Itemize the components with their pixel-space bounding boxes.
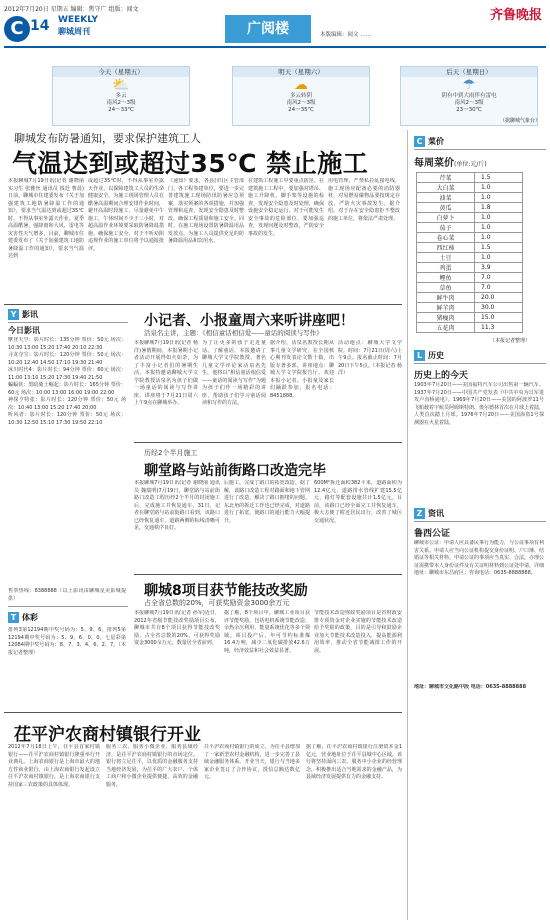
forum-col-4: 活动地点：聊城大学文学院。时间：7月21日(周六)上午9点。报名截止时间：7月20日下午5点。（本报记者 杨洋） xyxy=(338,340,402,376)
sidebar-rule xyxy=(407,130,408,920)
weather-day: 明天（星期六） xyxy=(233,67,369,77)
price-item-value: 15.0 xyxy=(475,313,523,323)
price-item-value: 1.0 xyxy=(475,183,523,193)
weather-wind: 南风2～3级 xyxy=(454,100,484,106)
price-item-name: 鲤鱼 xyxy=(417,273,475,283)
weather-today xyxy=(52,66,190,126)
price-item-name: 大白菜 xyxy=(417,183,475,193)
weather-day: 后天（星期日） xyxy=(401,67,537,77)
bank-col-4: 据了解，茌平沪农商村镇银行注册资本金1亿元，营业地址位于茌平县城中心区域。该行将坚持面向三农、服务中小企业的经营理念，积极推出适合当地需求的金融产品，为县域经济发展提供有力的金融支持。 xyxy=(306,744,402,780)
invest-col-3: 节能技术改造财政奖励项目是省财政安排专项资金对企业实施的节能技术改造给予奖励的政策，目的是引导和鼓励企业加大节能技术改造投入，提高能源利用效率，推动全省节能减排工作的开展。 xyxy=(314,610,402,654)
invest-col-2: 据了解，8个项目中，聊城工业项目获评节能奖励，包括电机系统节能改造、余热余压利用、能量系统优化等多个领域。项目投产后，年可节约标准煤16.4万吨，减少二氧化碳排放42.6万吨，经济效益和社会效益显著。 xyxy=(224,610,310,654)
price-item-value: 1.5 xyxy=(475,243,523,253)
weather-cond: 多云 xyxy=(115,93,127,99)
section-letter: C xyxy=(4,16,30,42)
street-col-3: 600M²拆迁面积382平米，道路面积为12.4亿元，道路排水管线扩建15.5亿元，路灯等配套设施共计1.5亿元。目前，该路口已经全面完工并恢复通车，极大方便了附近居民出行，改善了城区交通状况。 xyxy=(314,480,402,524)
lead-col-2: 或超过35℃时，不得从事室外露天作业，以保障建筑工人员的生命健康安全。为施工现场管理人员在酷暑高温期间合理安排作业时间，避开高温时段施工，尽量避免中午施工，午休时间不少于三小时，对超高温作业环境要采取防暑降温措施，确保施工安全，对于不听劝阻违规作业的施工单位将予以通报批评。 xyxy=(88,178,164,252)
price-item-value: 1.0 xyxy=(475,233,523,243)
forum-col-1: 本报聊城7月19日讯(记者 杨洋)暑假期间，本报暑期小记者活动开展得如火如荼，为了丰富小记者们的暑期生活，本报特邀请聊城大学文学院教授活泉名为孩子们做一场童话的阅读与写作讲座，讲座将于7月21日周六上午9点在聊城举办。 xyxy=(134,340,198,406)
sun-cloud-icon: ⛅ xyxy=(112,77,130,93)
bank-col-2: 服务三农、服务小微企业、服务县域经济，是茌平沪农商村镇银行的市场定位。银行将立足茌平，以优质的金融服务支持当地经济发展，为茌平的广大农户、个体工商户和小微企业提供便捷、高效的金融服务。 xyxy=(106,744,198,788)
brand-logo: 齐鲁晚报 xyxy=(489,8,542,23)
price-row xyxy=(417,223,523,233)
bank-col-1: 2012年7月18日上午，茌平县首家村镇银行——茌平沪农商村镇银行隆重举行开业典礼。上海农商银行是上海市最大的地方性商业银行，由上海农商银行发起设立茌平沪农商村镇银行，是上海农商银行支持国家三农政策的具体体现。 xyxy=(8,744,100,788)
films-note: 售票热线：8388888（以上影讯由聊城星美影城提供） xyxy=(8,588,126,602)
weather-temp: 23～30℃ xyxy=(456,107,482,113)
films-subtitle: 今日影讯 xyxy=(8,326,40,335)
price-item-name: 猪瘦肉 xyxy=(417,313,475,323)
prices-letter: C xyxy=(414,136,425,147)
price-item-value: 1.5 xyxy=(475,173,523,183)
history-body: 1903年7月20日——美国福特汽车公司出售第一辆汽车。1937年7月20日——中国共产党发表《中共中央为日军进攻卢沟桥通电》。1969年7月20日——美国的阿波罗11号飞船载着宇航员阿姆斯特朗、奥尔德林首次在月球上着陆，人类首次踏上月球。1976年7月20日——美国海盗1号探测器在火星着陆。 xyxy=(414,382,544,426)
page-number: 14 xyxy=(30,18,50,34)
lead-col-4: 在建筑工程施工中要重点防范。在建筑施工工程中，要加强对塔吊、施工升降机、脚手架等设施的检查，发现安全隐患及时处理，确保设施安全稳定运行。对于可能发生安全事故的危险部位，要加强巡查，发现问题及时整改，严防安全事故的发生。 xyxy=(248,178,324,237)
weather-cond: 阴有中到大雨伴有雷电 xyxy=(441,93,497,99)
divider xyxy=(134,442,402,443)
notice-title: 资讯 xyxy=(428,509,444,518)
prices-subtitle xyxy=(414,154,487,169)
cloud-icon: ☁ xyxy=(294,77,308,93)
price-item-name: 土豆 xyxy=(417,253,475,263)
price-table xyxy=(416,172,523,333)
prices-source: （本报记者整理） xyxy=(490,338,531,344)
price-item-value: 1.0 xyxy=(475,223,523,233)
price-item-name: 鸡蛋 xyxy=(417,263,475,273)
lead-col-3: 《通知》要求，各县(市)区主管部门、各工程参建单位，要进一步完善建筑施工现场防汛防暑应急预案，落实预案的各项措施，并加强管理和巡查，发现安全隐患及时整改，确保工程质量和施工安全。同时，在施工现场设置防暑降温用品发放点，为施工人员提供充足的防暑降温用品和饮用水。 xyxy=(168,178,244,244)
price-row xyxy=(417,323,523,333)
price-item-name: 茄子 xyxy=(417,223,475,233)
lead-subtitle: 聊城发布防暑通知，要求保护建筑工人 xyxy=(14,132,201,145)
divider xyxy=(4,304,402,305)
invest-col-1: 本报聊城7月19日讯(记者 孙军)近日，2012年省级节能技改奖励项目公布，聊城市共有8个项目获得节能技改奖励，占全省总数的20%，可获得奖励资金3000余万元，数量居全省前列。 xyxy=(134,610,220,646)
weather-cond: 多云转阴 xyxy=(289,93,312,99)
price-item-name: 五花肉 xyxy=(417,323,475,333)
price-row xyxy=(417,243,523,253)
weather-temp: 24～33℃ xyxy=(108,107,134,113)
prices-subtitle-text: 每周菜价 xyxy=(414,158,454,169)
lead-title: 气温达到或超过35℃ 禁止施工 xyxy=(12,149,369,178)
history-letter: L xyxy=(414,350,425,361)
street-title: 聊堂路与站前街路口改造完毕 xyxy=(144,463,326,479)
price-row xyxy=(417,313,523,323)
divider xyxy=(134,574,402,575)
price-row xyxy=(417,203,523,213)
weekly-cn: 聊城周刊 xyxy=(58,27,90,36)
notice-subtitle: 鲁西公证 xyxy=(414,529,451,539)
street-subtitle: 历经2个半月施工 xyxy=(144,449,198,457)
price-item-value: 11.3 xyxy=(475,323,523,333)
divider xyxy=(414,521,546,522)
divider xyxy=(4,712,402,713)
invest-title: 聊城8项目获节能技改奖励 xyxy=(144,583,308,599)
forum-subtitle: 活泉名主讲，主题：《相信童话相信爱——童话的阅读与写作》 xyxy=(144,329,323,337)
weather-wind: 南风2～3级 xyxy=(286,100,316,106)
notice-address: 地址：聊城市文化路中段 电话：0635-8888888 xyxy=(414,684,527,690)
films-letter: Y xyxy=(8,309,19,320)
weather-wind: 南风2～3级 xyxy=(106,100,136,106)
bank-col-3: 茌平沪农商村镇银行的成立，为茌平县增加了一家新型农村金融机构，进一步完善了县域金融服务体系。开业当天，银行与当地多家企业签订了合作协议，授信总额达数亿元。 xyxy=(204,744,300,780)
price-item-name: 芹菜 xyxy=(417,173,475,183)
price-item-name: 西红柿 xyxy=(417,243,475,253)
price-item-name: 草鱼 xyxy=(417,283,475,293)
price-item-name: 黄瓜 xyxy=(417,203,475,213)
lottery-body: 排列3第12194期中奖号码为：5、9、6。排列5第12194期中奖号码为：5、9、6、0、0。七星彩第12084期中奖号码为：8、7、3、4、6、2、7。（本报记者整理） xyxy=(8,627,126,656)
price-row xyxy=(417,303,523,313)
price-row xyxy=(417,293,523,303)
price-item-name: 鲜羊肉 xyxy=(417,303,475,313)
divider xyxy=(414,363,546,364)
divider xyxy=(8,322,128,323)
rain-icon: ☂ xyxy=(462,77,476,93)
weekly-en: WEEKLY xyxy=(58,15,99,25)
lead-col-5: 用电管理，严禁私拉乱接电线，施工现场应配备必要的消防器材，对易燃易爆物品要按规定存放，严防火灾事故发生。据介绍，对于存在安全隐患拒不整改的施工单位，将依法严肃处理。 xyxy=(328,178,400,222)
street-col-1: 本报聊城7月19日讯(记者 谢晓丽 通讯员 魏瑞明)7月19日，聊堂路与站前街路口改造工程历经2个半月的封闭施工后，完成施工并恢复通车。31日，记者在聊堂路与站前街路口看到，该路口已经恢复通车，道路两侧的标线清晰可见，交通秩序良好。 xyxy=(134,480,220,531)
header-rule xyxy=(4,46,546,48)
issue-meta: 2012年7月20日 星期五 编辑：焦守广 组版：闻文 xyxy=(4,6,139,13)
price-item-value: 7.0 xyxy=(475,273,523,283)
weather-source: （据聊城气象台） xyxy=(500,118,541,124)
price-item-value: 30.0 xyxy=(475,303,523,313)
lottery-title: 体彩 xyxy=(22,613,38,622)
lottery-letter: T xyxy=(8,612,19,623)
price-row xyxy=(417,253,523,263)
weather-tomorrow xyxy=(232,66,370,126)
weather-day: 今天（星期五） xyxy=(53,67,189,77)
lead-col-1: 本报聊城7月19日讯(记者 谢晓丽 实习生 张雅丝 通讯员 钱廷 曹晨)日前，聊城市住建委发布《关于加强建筑工地防暑降温工作的通知》，要求当气温达到或超过35℃时，不得从事室外露天作业。夏季高温酷暑，强降雨和大风、雷电等灾害性天气增多，目前，聊城市住建委发布了《关于加强建筑工地防暑降温工作的通知》，要求当气温达到 xyxy=(8,178,84,259)
weather-after xyxy=(400,66,541,126)
price-row xyxy=(417,173,523,183)
price-row xyxy=(417,233,523,243)
price-row xyxy=(417,193,523,203)
price-item-value: 1.8 xyxy=(475,203,523,213)
forum-col-3: 据介绍，活泉名教授长期从事儿童文学研究，在全国核心期刊发表论文数十篇，出版专著多部。讲座地点：聊城大学文学院报告厅。欢迎本报小记者、小报童及家长们踊跃参加，报名电话：8451888。 xyxy=(270,340,334,399)
price-item-name: 白萝卜 xyxy=(417,213,475,223)
price-row xyxy=(417,273,523,283)
editor-line: 本版编辑：闻文 …… xyxy=(320,32,372,38)
price-item-value: 1.0 xyxy=(475,253,523,263)
section-title: 广阅楼 xyxy=(225,15,311,43)
films-list: 摩登天空：影片时长：135分钟 票价：50元 场次：10:30 13:00 15:20 17:40 20:10 22:30 寻龙夺宝：影片时长：120分钟 票价：50元 场次：10:20 12:40 14:50 17:10 19:30 21:40 冰川时代4：影片时长：94分钟 票价：60元 场次：11:00 13:10 15:20 17:30 19:40 21:50 蝙蝠侠：黑暗骑士崛起：影片时长：165分钟 票价：60元 场次：10:00 13:00 16:00 19:00 22:00 神探亨特张：影片时长：120分钟 票价：50元 场次：10:40 13:00 15:20 17:40 20:00 听风者：影片时长：120分钟 票价：50元 场次：10:30 12:50 15:10 17:30 19:50 22:10 xyxy=(8,337,126,426)
notice-body: 聊城市公证：申请人应具备民事行为能力，与公证事项有利害关系。申请人应当向公证机构提交身份证明、户口簿、结婚证等相关材料。申请公证的事项应当真实、合法。办理公证需携带本人身份证件及有关证明材料到公证处申请。详细地址：聊城市东昌府区；咨询电话：0635-8888888。 xyxy=(414,540,544,576)
price-item-value: 3.9 xyxy=(475,263,523,273)
forum-title: 小记者、小报童周六来听讲座吧！ xyxy=(144,313,354,329)
divider xyxy=(414,149,546,150)
price-item-name: 鲜牛肉 xyxy=(417,293,475,303)
history-title: 历史 xyxy=(428,351,444,360)
price-item-name: 卷心菜 xyxy=(417,233,475,243)
divider xyxy=(8,606,128,607)
prices-unit: (单位:元/斤) xyxy=(454,161,487,168)
price-item-value: 7.0 xyxy=(475,283,523,293)
price-row xyxy=(417,213,523,223)
price-item-value: 1.0 xyxy=(475,213,523,223)
forum-col-2: 为了让更多的孩子走近童话、了解童话，本报邀请了聊城大学文学院教授、著名儿童文学评论家活泉名先生，他将以“相信童话相信爱——童话的阅读与写作”为题为孩子们作一场精彩的讲座，帮助孩子们学习童话阅读和写作的方法。 xyxy=(202,340,266,406)
invest-subtitle: 占全省总数的20%，可获奖励资金3000余万元 xyxy=(144,599,290,607)
prices-title: 菜价 xyxy=(428,137,444,146)
price-item-name: 油菜 xyxy=(417,193,475,203)
price-row xyxy=(417,283,523,293)
weather-temp: 24～35℃ xyxy=(288,107,314,113)
bank-title: 茌平沪农商村镇银行开业 xyxy=(14,725,201,745)
films-title: 影讯 xyxy=(22,310,38,319)
street-col-2: 后施工，完成了路口的拓宽改造。据了解，该路口改造工程对路面和地下管网进行了改造，解决了路口拥堵的问题。东北角的拆迁工作也已经完成，对道路进行了拓宽，使路口的通行能力大幅提升。 xyxy=(224,480,310,524)
price-item-value: 20.0 xyxy=(475,293,523,303)
price-row xyxy=(417,183,523,193)
notice-letter: Z xyxy=(414,508,425,519)
price-item-value: 1.0 xyxy=(475,193,523,203)
price-row xyxy=(417,263,523,273)
history-subtitle: 历史上的今天 xyxy=(414,371,469,381)
